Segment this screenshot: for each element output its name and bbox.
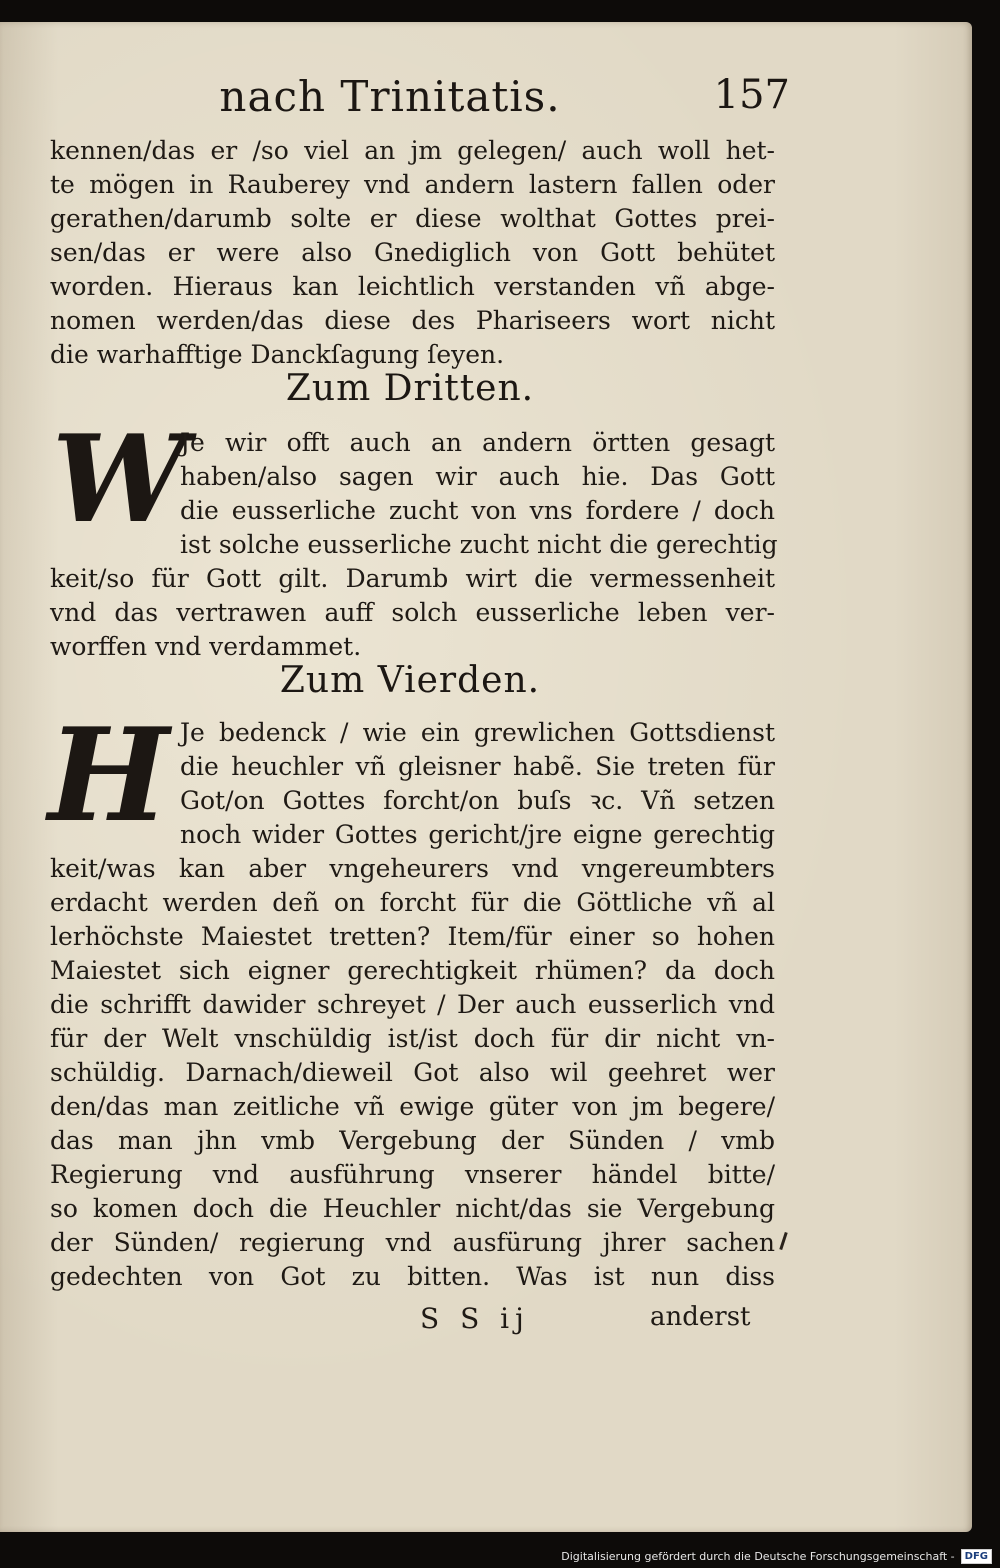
text-line: Maiestet sich eigner gerechtigkeit rhümen? da doch [50,956,775,985]
text-line: keit/was kan aber vngeheurers vnd vngereumbters [50,854,775,883]
text-line: schüldig. Darnach/dieweil Got also wil geehret wer [50,1058,775,1087]
text-line: erdacht werden deñ on forcht für die Göttliche vñ al [50,888,775,917]
dfg-logo: DFG [961,1549,992,1564]
text-line: gedechten von Got zu bitten. Was ist nun diss [50,1262,775,1291]
decorated-initial-w: W [52,409,187,550]
text-line: ist solche eusserliche zucht nicht die gerechtig [180,530,778,559]
section-heading-vierden: Zum Vierden. [279,660,541,701]
text-line: für der Welt vnschüldig ist/ist doch für dir nicht vn- [50,1024,775,1053]
text-line: das man jhn vmb Vergebung der Sünden / vmb [50,1126,775,1155]
text-line: worden. Hieraus kan leichtlich verstanden vñ abge- [50,272,775,301]
section-heading-dritten: Zum Dritten. [285,368,535,409]
text-line: so komen doch die Heuchler nicht/das sie Vergebung [50,1194,775,1223]
text-line: haben/also sagen wir auch hie. Das Gott [180,462,775,491]
text-line: Je wir offt auch an andern örtten gesagt [180,428,775,457]
digitization-footer [561,1546,992,1566]
text-line: Je bedenck / wie ein grewlichen Gottsdienst [180,718,775,747]
text-line: vnd das vertrawen auff solch eusserliche leben ver- [50,598,775,627]
text-line: die eusserliche zucht von vns fordere / doch [180,496,775,525]
text-line: sen/das er were also Gnediglich von Gott behütet [50,238,775,267]
text-line: die warhafftige Danckſagung ſeyen. [50,340,505,369]
text-line: noch wider Gottes gericht/jre eigne gerechtig [180,820,775,849]
folio-number: 157 [713,72,790,118]
running-title: nach Trinitatis. [219,72,561,121]
text-line: den/das man zeitliche vñ ewige güter von jm begere/ [50,1092,775,1121]
text-line: keit/so für Gott gilt. Darumb wirt die vermessenheit [50,564,775,593]
text-line: gerathen/darumb solte er diese wolthat Gottes prei- [50,204,775,233]
signature-mark: S S ij [420,1302,530,1335]
text-line: Got/on Gottes forcht/on buſs ꝛc. Vñ setzen [180,786,775,815]
margin-mark [779,1232,787,1250]
text-line: te mögen in Rauberey vnd andern lastern fallen oder [50,170,775,199]
text-line: Regierung vnd ausführung vnserer händel bitte/ [50,1160,775,1189]
text-line: der Sünden/ regierung vnd ausfürung jhrer sachen [50,1228,775,1257]
text-line: die schrifft dawider schreyet / Der auch eusserlich vnd [50,990,775,1019]
book-page [0,22,972,1532]
footer-credit: Digitalisierung gefördert durch die Deutsche Forschungsgemeinschaft - [561,1549,955,1563]
text-line: kennen/das er /so viel an jm gelegen/ auch woll het- [50,136,775,165]
decorated-initial-h: H [48,701,169,851]
text-line: nomen werden/das diese des Phariseers wort nicht [50,306,775,335]
text-line: die heuchler vñ gleisner habẽ. Sie treten für [180,752,775,781]
catchword: anderst [650,1302,751,1332]
text-line: lerhöchste Maiestet tretten? Item/für einer so hohen [50,922,775,951]
text-line: worffen vnd verdammet. [50,632,362,661]
